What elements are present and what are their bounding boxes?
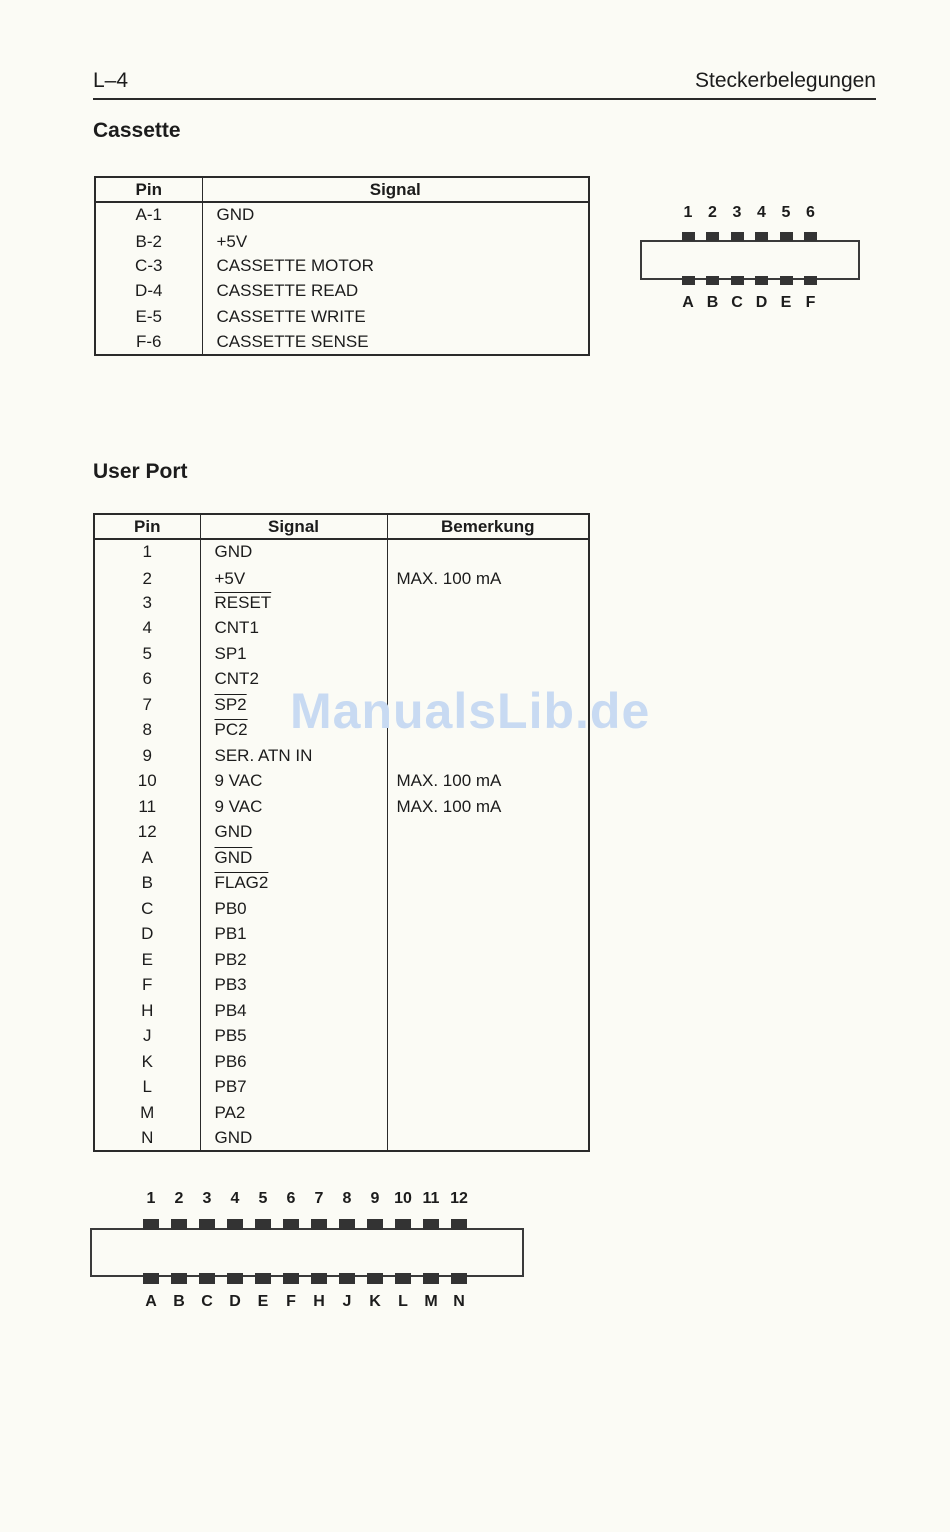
- connector-body: [640, 240, 860, 280]
- pin-label: B: [173, 1293, 185, 1310]
- pin-label: K: [369, 1293, 381, 1310]
- pin-label: E: [780, 294, 792, 311]
- pin-cell: [95, 279, 202, 305]
- pin-cell-text: L: [142, 1077, 152, 1097]
- table-row: [94, 820, 589, 846]
- signal-cell: [202, 228, 589, 254]
- note-cell: [387, 922, 589, 948]
- signal-cell-text: CASSETTE READ: [216, 281, 359, 301]
- signal-cell: [200, 590, 387, 616]
- pin-contact: [367, 1219, 383, 1230]
- pin-cell-text: 5: [142, 643, 152, 663]
- pin-label: 7: [314, 1190, 324, 1207]
- pin-label: 6: [806, 204, 815, 221]
- note-cell: [387, 565, 589, 591]
- signal-cell-text: CNT2: [214, 669, 259, 689]
- signal-cell: [200, 794, 387, 820]
- pin-label: 8: [342, 1190, 352, 1207]
- pin-cell-text: 4: [142, 618, 152, 638]
- table-row: [94, 871, 589, 897]
- pin-cell: [94, 896, 200, 922]
- pin-contact: [171, 1273, 187, 1284]
- table-row: [95, 279, 589, 305]
- pin-label: C: [201, 1293, 213, 1310]
- signal-cell-text: CNT1: [214, 618, 259, 638]
- connector-top-labels: [90, 1190, 524, 1210]
- signal-cell-text: GND: [214, 1127, 253, 1147]
- signal-cell-text: +5V: [216, 231, 248, 251]
- signal-cell: [200, 769, 387, 795]
- pin-contact: [143, 1219, 159, 1230]
- table-row: [94, 616, 589, 642]
- pin-cell: [94, 794, 200, 820]
- signal-cell: [200, 1075, 387, 1101]
- pin-contact: [706, 276, 719, 285]
- note-cell: [387, 1100, 589, 1126]
- pin-cell-text: 12: [137, 822, 157, 842]
- pin-cell-text: A: [141, 847, 153, 867]
- table-row: [94, 896, 589, 922]
- pin-cell: [95, 228, 202, 254]
- userport-pin-table: [93, 513, 590, 1152]
- page-number: L–4: [93, 69, 129, 92]
- signal-cell-text: RESET: [214, 592, 272, 612]
- pin-contact: [731, 276, 744, 285]
- pin-label: D: [229, 1293, 241, 1310]
- pin-label: 11: [422, 1190, 440, 1207]
- signal-cell: [202, 279, 589, 305]
- note-cell: [387, 1049, 589, 1075]
- table-row: [94, 845, 589, 871]
- cassette-title: Cassette: [93, 119, 181, 142]
- pin-cell-text: D-4: [135, 281, 163, 301]
- pin-contact: [706, 232, 719, 241]
- signal-cell-text: PB6: [214, 1051, 247, 1071]
- column-header-pin: Pin: [94, 514, 200, 539]
- table-row: [94, 590, 589, 616]
- connector-bottom-labels: [640, 294, 860, 314]
- pin-label: 6: [286, 1190, 296, 1207]
- connector-top-labels: [640, 204, 860, 224]
- pin-contact: [395, 1273, 411, 1284]
- pin-label: F: [286, 1293, 296, 1310]
- pin-contact: [227, 1273, 243, 1284]
- signal-cell: [200, 820, 387, 846]
- pin-cell: [94, 1075, 200, 1101]
- pin-label: L: [398, 1293, 408, 1310]
- pin-cell: [94, 641, 200, 667]
- pin-label: C: [731, 294, 743, 311]
- note-cell: [387, 871, 589, 897]
- pin-contact: [423, 1273, 439, 1284]
- pin-label: 3: [202, 1190, 212, 1207]
- pin-contact: [199, 1219, 215, 1230]
- pin-contact: [367, 1273, 383, 1284]
- pin-cell-text: D: [141, 924, 154, 944]
- table-row: [95, 202, 589, 228]
- pin-cell: [94, 590, 200, 616]
- pin-cell-text: 10: [137, 771, 157, 791]
- pin-label: F: [805, 294, 816, 311]
- column-header-pin: Pin: [95, 177, 202, 202]
- pin-cell-text: N: [141, 1127, 154, 1147]
- pin-contact: [311, 1273, 327, 1284]
- pin-label: 5: [781, 204, 791, 221]
- pin-label: D: [755, 294, 768, 311]
- signal-cell: [200, 539, 387, 565]
- signal-cell-text: GND: [214, 822, 253, 842]
- pin-label: 9: [370, 1190, 380, 1207]
- pin-cell: [94, 820, 200, 846]
- pin-contact: [804, 276, 817, 285]
- pin-contact: [755, 276, 768, 285]
- pin-cell: [94, 616, 200, 642]
- signal-cell: [200, 947, 387, 973]
- note-cell: [387, 896, 589, 922]
- note-cell: [387, 641, 589, 667]
- pin-label: E: [257, 1293, 269, 1310]
- pin-label: B: [706, 294, 719, 311]
- pin-label: 1: [683, 204, 693, 221]
- note-cell: [387, 539, 589, 565]
- signal-cell-text: PB1: [214, 924, 247, 944]
- pin-cell-text: C: [141, 898, 154, 918]
- note-cell: [387, 794, 589, 820]
- signal-cell: [200, 641, 387, 667]
- note-cell: [387, 1075, 589, 1101]
- pin-contact: [682, 276, 695, 285]
- signal-cell-text: CASSETTE WRITE: [216, 306, 366, 326]
- pin-label: 2: [174, 1190, 184, 1207]
- pin-cell: [94, 718, 200, 744]
- pin-cell-text: 11: [138, 796, 157, 816]
- pin-contact: [423, 1219, 439, 1230]
- connector-body: [90, 1228, 524, 1277]
- pin-contact: [804, 232, 817, 241]
- signal-cell-text: CASSETTE MOTOR: [216, 255, 374, 275]
- pin-contact: [311, 1219, 327, 1230]
- pin-cell: [95, 330, 202, 356]
- pin-contact: [283, 1219, 299, 1230]
- pin-label: A: [682, 294, 694, 311]
- userport-title: User Port: [93, 460, 188, 483]
- note-cell: [387, 947, 589, 973]
- pin-cell-text: H: [141, 1000, 154, 1020]
- pin-label: 5: [258, 1190, 268, 1207]
- note-cell: [387, 616, 589, 642]
- signal-cell-text: SP1: [214, 643, 247, 663]
- section-heading: Steckerbelegungen: [695, 69, 876, 92]
- signal-cell-text: +5V: [214, 568, 246, 588]
- signal-cell-text: GND: [216, 205, 255, 225]
- pin-contact: [395, 1219, 411, 1230]
- column-header-signal: Signal: [202, 177, 589, 202]
- pin-cell-text: 7: [142, 694, 152, 714]
- pin-cell-text: F: [142, 975, 153, 995]
- pin-cell: [95, 304, 202, 330]
- pin-cell: [94, 539, 200, 565]
- pin-cell-text: 8: [142, 720, 152, 740]
- page-header: [93, 66, 876, 100]
- pin-cell: [95, 202, 202, 228]
- userport-connector-diagram: [90, 1188, 524, 1313]
- column-header-bemerkung: Bemerkung: [387, 514, 589, 539]
- signal-cell-text: PC2: [214, 720, 248, 740]
- pin-cell-text: 6: [142, 669, 152, 689]
- pin-contact: [339, 1219, 355, 1230]
- pin-cell-text: K: [141, 1051, 153, 1071]
- pin-contact: [143, 1273, 159, 1284]
- table-row: [94, 743, 589, 769]
- pin-cell-text: C-3: [135, 255, 163, 275]
- pin-cell: [94, 769, 200, 795]
- pin-contact: [255, 1273, 271, 1284]
- pin-cell-text: B: [141, 873, 153, 893]
- pin-label: J: [342, 1293, 352, 1310]
- pin-cell-text: M: [140, 1102, 155, 1122]
- note-cell: [387, 998, 589, 1024]
- pin-contact: [780, 276, 793, 285]
- signal-cell-text: GND: [214, 542, 253, 562]
- signal-cell: [200, 973, 387, 999]
- column-header-signal: Signal: [200, 514, 387, 539]
- signal-cell: [200, 1100, 387, 1126]
- pin-contact: [755, 232, 768, 241]
- note-cell: [387, 973, 589, 999]
- signal-cell: [200, 998, 387, 1024]
- pin-label: H: [313, 1293, 325, 1310]
- pin-label: N: [453, 1293, 465, 1310]
- signal-cell-text: PB4: [214, 1000, 247, 1020]
- note-cell: [387, 820, 589, 846]
- signal-cell-text: PB7: [214, 1077, 247, 1097]
- pin-contact: [780, 232, 793, 241]
- table-row: [94, 947, 589, 973]
- pin-contact: [255, 1219, 271, 1230]
- table-row: [95, 330, 589, 356]
- signal-cell-text: PB0: [214, 898, 247, 918]
- pin-cell: [94, 973, 200, 999]
- signal-cell: [200, 743, 387, 769]
- pin-cell-text: A-1: [135, 205, 162, 225]
- table-row: [94, 1024, 589, 1050]
- pin-cell-text: B-2: [135, 231, 162, 251]
- pin-label: 1: [146, 1190, 156, 1207]
- pin-label: 10: [394, 1190, 412, 1207]
- note-cell: [387, 590, 589, 616]
- signal-cell-text: PB5: [214, 1026, 247, 1046]
- table-row: [94, 1100, 589, 1126]
- pin-cell: [94, 871, 200, 897]
- signal-cell: [200, 1126, 387, 1152]
- signal-cell: [202, 304, 589, 330]
- table-row: [95, 304, 589, 330]
- pin-cell-text: 3: [142, 592, 152, 612]
- table-row: [94, 641, 589, 667]
- pin-contact: [731, 232, 744, 241]
- table-row: [94, 1049, 589, 1075]
- pin-label: 12: [450, 1190, 468, 1207]
- cassette-connector-diagram: [640, 202, 860, 317]
- table-row: [94, 565, 589, 591]
- pin-contact: [682, 232, 695, 241]
- pin-cell-text: 2: [142, 568, 152, 588]
- table-row: [94, 1126, 589, 1152]
- signal-cell-text: 9 VAC: [214, 771, 263, 791]
- pin-contact: [199, 1273, 215, 1284]
- signal-cell-text: CASSETTE SENSE: [216, 331, 369, 351]
- signal-cell: [200, 845, 387, 871]
- table-row: [95, 253, 589, 279]
- pin-cell-text: 9: [142, 745, 152, 765]
- pin-cell: [94, 1024, 200, 1050]
- note-cell: [387, 1126, 589, 1152]
- signal-cell-text: 9 VAC: [214, 796, 263, 816]
- pin-contact: [451, 1273, 467, 1284]
- signal-cell: [202, 253, 589, 279]
- signal-cell: [200, 1024, 387, 1050]
- note-cell-text: MAX. 100 mA: [396, 796, 502, 816]
- table-row: [94, 539, 589, 565]
- note-cell-text: MAX. 100 mA: [396, 771, 502, 791]
- note-cell: [387, 769, 589, 795]
- pin-cell-text: 1: [142, 542, 152, 562]
- pin-cell: [94, 922, 200, 948]
- signal-cell-text: PA2: [214, 1102, 246, 1122]
- pin-label: 4: [230, 1190, 240, 1207]
- note-cell: [387, 845, 589, 871]
- connector-bottom-labels: [90, 1293, 524, 1313]
- note-cell: [387, 743, 589, 769]
- table-row: [94, 794, 589, 820]
- signal-cell: [200, 616, 387, 642]
- note-cell-text: MAX. 100 mA: [396, 568, 502, 588]
- pin-label: M: [424, 1293, 438, 1310]
- signal-cell-text: PB3: [214, 975, 247, 995]
- pin-contact: [227, 1219, 243, 1230]
- signal-cell: [200, 565, 387, 591]
- signal-cell-text: SP2: [214, 694, 247, 714]
- signal-cell-text: SER. ATN IN: [214, 745, 313, 765]
- signal-cell-text: PB2: [214, 949, 247, 969]
- pin-contact: [451, 1219, 467, 1230]
- pin-cell-text: E-5: [135, 306, 162, 326]
- pin-cell-text: J: [143, 1026, 152, 1046]
- signal-cell-text: $\overline{GND}$: [214, 847, 253, 867]
- cassette-pin-table: [94, 176, 590, 356]
- pin-contact: [339, 1273, 355, 1284]
- note-cell: [387, 1024, 589, 1050]
- pin-cell: [94, 667, 200, 693]
- signal-cell: [200, 896, 387, 922]
- table-row: [94, 769, 589, 795]
- pin-cell: [95, 253, 202, 279]
- table-row: [94, 1075, 589, 1101]
- pin-cell: [94, 565, 200, 591]
- signal-cell: [200, 1049, 387, 1075]
- signal-cell: [200, 871, 387, 897]
- pin-cell: [94, 1049, 200, 1075]
- signal-cell: [202, 330, 589, 356]
- table-row: [95, 228, 589, 254]
- table-row: [94, 998, 589, 1024]
- signal-cell: [202, 202, 589, 228]
- pin-label: 2: [708, 204, 717, 221]
- pin-cell: [94, 743, 200, 769]
- signal-cell: [200, 922, 387, 948]
- pin-cell: [94, 947, 200, 973]
- table-row: [94, 973, 589, 999]
- pin-cell-text: E: [141, 949, 153, 969]
- signal-cell-text: FLAG2: [214, 873, 269, 893]
- pin-cell: [94, 845, 200, 871]
- pin-cell: [94, 998, 200, 1024]
- table-row: [94, 922, 589, 948]
- pin-cell-text: F-6: [136, 331, 162, 351]
- pin-cell: [94, 1126, 200, 1152]
- watermark-text: ManualsLib.de: [290, 683, 651, 739]
- pin-cell: [94, 692, 200, 718]
- pin-label: A: [145, 1293, 157, 1310]
- pin-label: 3: [732, 204, 742, 221]
- pin-contact: [171, 1219, 187, 1230]
- pin-contact: [283, 1273, 299, 1284]
- pin-cell: [94, 1100, 200, 1126]
- pin-label: 4: [757, 204, 766, 221]
